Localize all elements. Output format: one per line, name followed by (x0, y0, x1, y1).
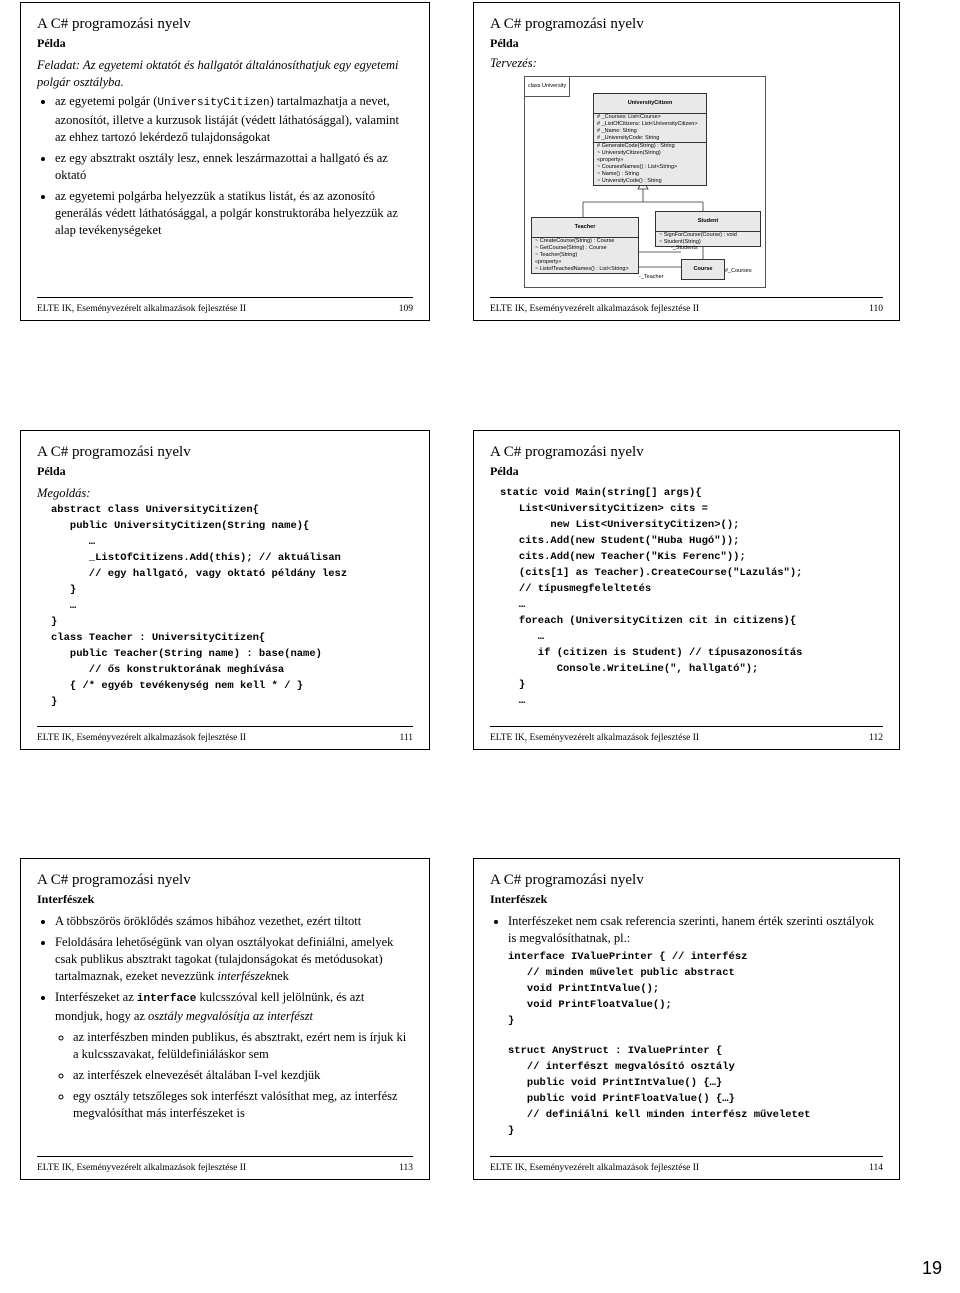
uml-prop: ~ ListofTeachedNames() : List<String> (535, 266, 629, 272)
page-number: 19 (921, 1258, 942, 1278)
slide-title: A C# programozási nyelv (490, 16, 644, 32)
slide-subtitle: Példa (490, 464, 519, 478)
bullet-emphasis: osztály megvalósítja az interfészt (148, 1009, 313, 1023)
slide-title: A C# programozási nyelv (490, 444, 644, 460)
slide-body (490, 913, 883, 1139)
sub-bullet-item: ◦ az interfészben minden publikus, és absztrakt, ezért nem is írjuk ki a kulcsszavakat, felüldefiniáláskor sem (73, 1029, 413, 1063)
intro-text: Tervezés: (490, 56, 537, 70)
sub-bullet-list (55, 1029, 413, 1122)
uml-class-name: Course (693, 266, 713, 272)
slide-number: 113 (399, 1163, 413, 1173)
slide-footer (37, 297, 413, 314)
uml-class-name: Student (656, 212, 760, 232)
bullet-item: • A többszörös öröklődés számos hibához vezethet, ezért tiltott (55, 913, 413, 930)
uml-class-universitycitizen (593, 93, 707, 186)
code-block: abstract class UniversityCitizen{ public UniversityCitizen(String name){ … _ListOfCitizens.Add(this); // aktuálisan // egy hallgató, vagy oktató példány lesz } … } class Teacher : UniversityCitizen{ public Teacher(String name) : base(name) // ős konstruktorának meghívása { /* egyéb tevékenység nem kell * / } } (51, 504, 348, 708)
slide-subtitle: Interfészek (37, 892, 95, 906)
slide-subtitle: Példa (37, 36, 66, 50)
intro-text: Feladat: Az egyetemi oktatót és hallgatót általánosíthatjuk egy egyetemi polgár osztályba. (37, 58, 399, 89)
uml-attr: # _UniversityCode: String (597, 135, 660, 141)
bullet-text: Interfészeket nem csak referencia szerinti, hanem érték szerinti osztályok is megvalósíthatnak, pl.: (508, 914, 875, 945)
bullet-text: Feloldására lehetőségünk van olyan osztályokat definiálni, amelyek csak publikus absztrakt tagokat (tulajdonságokat és metódusokat) tartalmaznak, ezeket nevezzünk (55, 935, 394, 983)
uml-op: ~ SignForCourse(Course) : void (659, 232, 737, 238)
uml-op: ~ UniversityCitizen(String) (597, 150, 661, 156)
slide-body (37, 485, 413, 710)
slide-title: A C# programozási nyelv (37, 16, 191, 32)
slide-footer (37, 726, 413, 743)
footer-course: ELTE IK, Eseményvezérelt alkalmazások fejlesztése II (490, 1163, 700, 1173)
footer-course: ELTE IK, Eseményvezérelt alkalmazások fejlesztése II (37, 304, 247, 314)
uml-stereotype: «property» (535, 259, 562, 265)
footer-course: ELTE IK, Eseményvezérelt alkalmazások fejlesztése II (37, 1163, 247, 1173)
uml-rel-students: -_Students (671, 245, 698, 251)
uml-rel-teacher: -_Teacher (639, 274, 664, 280)
bullet-item (55, 93, 413, 146)
bullet-item (55, 989, 413, 1122)
bullet-list (37, 93, 413, 239)
uml-op: ~ CreateCourse(String) : Course (535, 238, 615, 244)
slide-body (37, 913, 413, 1122)
slide-number: 110 (869, 304, 883, 314)
footer-course: ELTE IK, Eseményvezérelt alkalmazások fejlesztése II (37, 733, 247, 743)
slide-body (37, 57, 413, 239)
inline-code: UniversityCitizen (157, 97, 270, 109)
uml-class-diagram (524, 76, 766, 288)
sub-bullet-item: ◦ egy osztály tetszőleges sok interfészt valósíthat meg, az interfész megvalósíthat más interfészeket is (73, 1088, 413, 1122)
bullet-text: kulcsszóval kell jelölnünk, és azt mondjuk, hogy az (55, 990, 365, 1023)
bullet-item (508, 913, 883, 1029)
uml-attr: # _ListOfCitizens: List<UniversityCitizen> (597, 121, 698, 127)
slide-113 (20, 858, 430, 1180)
bullet-emphasis: interfészek (217, 969, 271, 983)
footer-course: ELTE IK, Eseményvezérelt alkalmazások fejlesztése II (490, 304, 700, 314)
bullet-item: • ez egy absztrakt osztály lesz, ennek leszármazottai a hallgató és az oktató (55, 150, 413, 184)
intro-text: Megoldás: (37, 486, 91, 500)
uml-class-course (681, 259, 725, 280)
uml-stereotype: «property» (597, 157, 624, 163)
bullet-text: ) tartalmazhatja a nevet, azonosítót, illetve a kurzusok listáját (védett láthatósággal), valamint az ehhez tartozó lekérdező tulajdonságokat (55, 94, 399, 144)
uml-attr: # _Name: String (597, 128, 637, 134)
uml-frame-label: class University (525, 77, 570, 97)
uml-prop: ~ CoursesNames() : List<String> (597, 164, 678, 170)
footer-course: ELTE IK, Eseményvezérelt alkalmazások fejlesztése II (490, 733, 700, 743)
slide-112 (473, 430, 900, 750)
slide-footer (490, 726, 883, 743)
slide-body (490, 485, 883, 709)
bullet-text: nek (270, 969, 289, 983)
slide-number: 111 (399, 733, 413, 743)
bullet-list (37, 913, 413, 1122)
uml-prop: ~ UniversityCode() : String (597, 178, 662, 184)
inline-code: interface (136, 993, 197, 1005)
slide-body (490, 55, 883, 288)
bullet-list (490, 913, 883, 1029)
slide-number: 109 (398, 304, 413, 314)
sub-bullet-item: ◦ az interfészek elnevezését általában I-vel kezdjük (73, 1067, 413, 1084)
uml-prop: ~ Name() : String (597, 171, 640, 177)
uml-attr: # _Courses: List<Course> (597, 114, 661, 120)
uml-op: ~ GetCourse(String) : Course (535, 245, 607, 251)
slide-footer (37, 1156, 413, 1173)
slide-title: A C# programozási nyelv (490, 872, 644, 888)
slide-109 (20, 2, 430, 321)
slide-subtitle: Interfészek (490, 892, 548, 906)
slide-subtitle: Példa (490, 36, 519, 50)
uml-class-name: Teacher (532, 218, 638, 238)
slide-114 (473, 858, 900, 1180)
uml-class-teacher (531, 217, 639, 274)
code-block: struct AnyStruct : IValuePrinter { // interfészt megvalósító osztály public void PrintIntValue() {…} public void PrintFloatValue() {…} // definiálni kell minden interfész műveletet } (508, 1045, 811, 1137)
slide-title: A C# programozási nyelv (37, 444, 191, 460)
bullet-item (55, 934, 413, 985)
bullet-text: Interfészeket az (55, 990, 137, 1004)
slide-110 (473, 2, 900, 321)
bullet-text: az egyetemi polgár ( (55, 94, 158, 108)
uml-class-name: UniversityCitizen (594, 94, 706, 114)
slide-footer (490, 1156, 883, 1173)
uml-op: ~ Student(String) (659, 239, 701, 245)
slide-111 (20, 430, 430, 750)
uml-op: ~ Teacher(String) (535, 252, 578, 258)
slide-title: A C# programozási nyelv (37, 872, 191, 888)
slide-number: 112 (869, 733, 883, 743)
slide-subtitle: Példa (37, 464, 66, 478)
code-block: interface IValuePrinter { // interfész // minden művelet public abstract void PrintIntValue(); void PrintFloatValue(); } (508, 951, 748, 1027)
slide-footer (490, 297, 883, 314)
slide-number: 114 (869, 1163, 883, 1173)
bullet-item: • az egyetemi polgárba helyezzük a statikus listát, és az azonosító generálás védett láthatósággal, a polgár konstruktorába helyezzük az alap tevékenységeket (55, 188, 413, 239)
uml-op: # GenerateCode(String) : String (597, 143, 675, 149)
code-block: static void Main(string[] args){ List<UniversityCitizen> cits = new List<UniversityCitizen>(); cits.Add(new Student("Huba Hugó")); cits.Add(new Teacher("Kis Ferenc")); (cits[1] as Teacher).CreateCourse("Lazulás"); // típusmegfeleltetés … foreach (UniversityCitizen cit in citizens){ … if (citizen is Student) // típusazonosítás Console.WriteLine(", hallgató"); } … (500, 487, 803, 707)
uml-rel-courses: #_Courses (725, 268, 752, 274)
